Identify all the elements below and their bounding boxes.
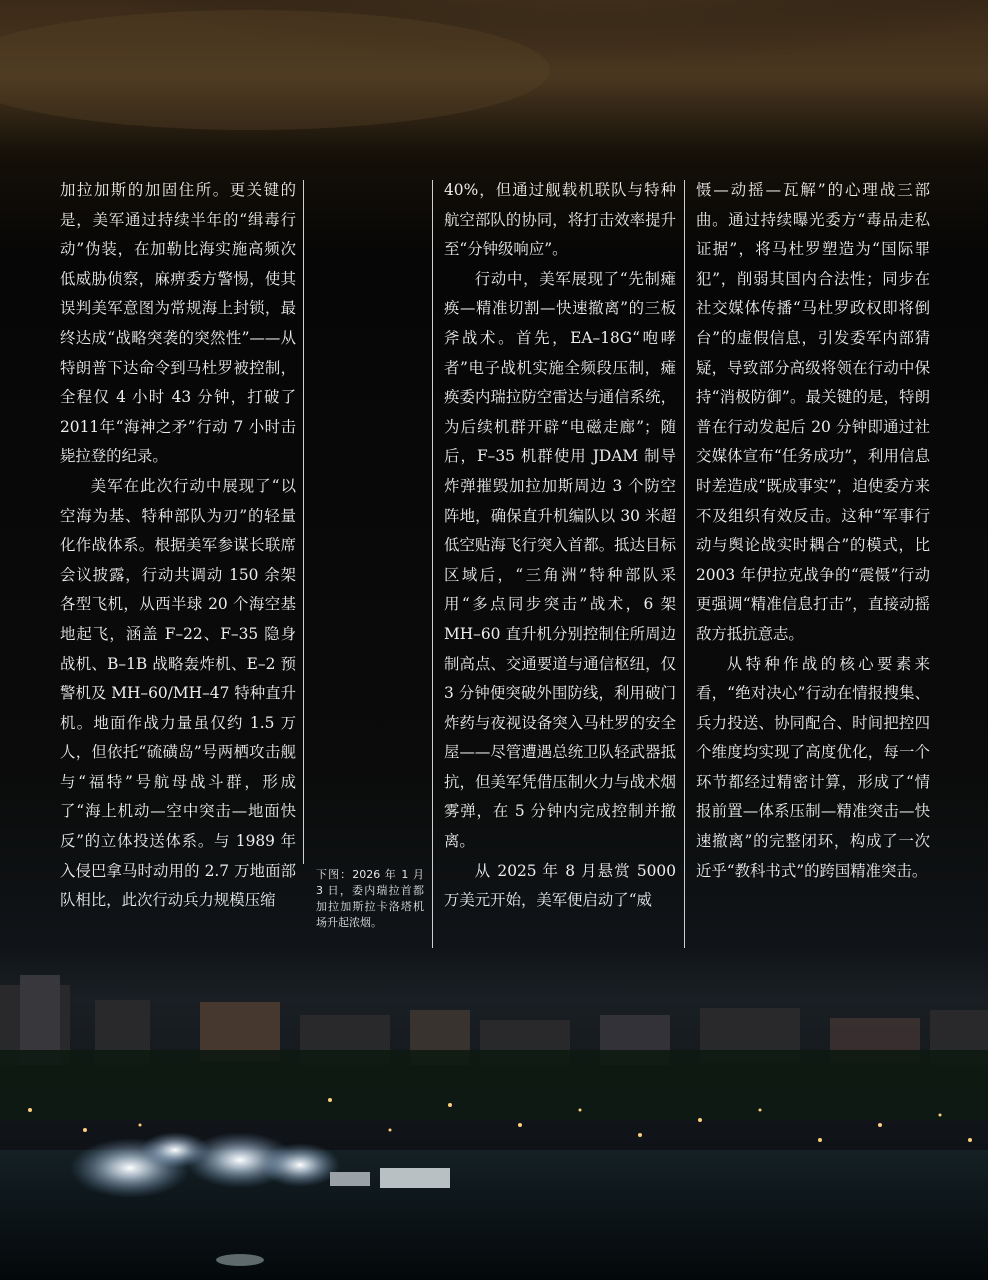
article-column-2: [444, 176, 676, 916]
paragraph: 加拉加斯的加固住所。更关键的是，美军通过持续半年的“缉毒行动”伪装，在加勒比海实施高频次低威胁侦察，麻痹委方警惕，使其误判美军意图为常规海上封锁，最终达成“战略突袭的突然性”——从特朗普下达命令到马杜罗被控制，全程仅 4 小时 43 分钟，打破了2011年“海神之矛”行动 7 小时击毙拉登的纪录。: [60, 181, 296, 466]
photo-caption: 下图：2026 年 1 月 3 日，委内瑞拉首都加拉加斯拉卡洛塔机场升起浓烟。: [316, 868, 424, 929]
article-column-3: [696, 176, 930, 886]
paragraph: 40%，但通过舰载机联队与特种航空部队的协同，将打击效率提升至“分钟级响应”。: [444, 181, 676, 259]
column-divider: [432, 180, 433, 948]
paragraph: 慑—动摇—瓦解”的心理战三部曲。通过持续曝光委方“毒品走私证据”，将马杜罗塑造为“国际罪犯”，削弱其国内合法性；同步在社交媒体传播“马杜罗政权即将倒台”的虚假信息，引发委军内部猜疑，导致部分高级将领在行动中保持“消极防御”。最关键的是，特朗普在行动发起后 20 分钟即通过社交媒体宣布“任务成功”，利用信息时差造成“既成事实”，迫使委方来不及组织有效反击。这种“军事行动与舆论战实时耦合”的模式，比 2003 年伊拉克战争的“震慑”行动更强调“精准信息打击”，直接动摇敌方抵抗意志。: [696, 181, 930, 643]
paragraph: 美军在此次行动中展现了“以空海为基、特种部队为刃”的轻量化作战体系。根据美军参谋长联席会议披露，行动共调动 150 余架各型飞机，从西半球 20 个海空基地起飞，涵盖 F–22、F–35 隐身战机、B–1B 战略轰炸机、E–2 预警机及 MH–60/MH–47 特种直升机。地面作战力量虽仅约 1.5 万人，但依托“硫磺岛”号两栖攻击舰与“福特”号航母战斗群，形成了“海上机动—空中突击—地面快反”的立体投送体系。与 1989 年入侵巴拿马时动用的 2.7 万地面部队相比，此次行动兵力规模压缩: [60, 476, 296, 910]
article-column-1: [60, 176, 296, 916]
paragraph: 行动中，美军展现了“先制瘫痪—精准切割—快速撤离”的三板斧战术。首先，EA–18G“咆哮者”电子战机实施全频段压制，瘫痪委内瑞拉防空雷达与通信系统，为后续机群开辟“电磁走廊”；随后，F–35 机群使用 JDAM 制导炸弹摧毁加拉加斯周边 3 个防空阵地，确保直升机编队以 30 米超低空贴海飞行突入首都。抵达目标区域后，“三角洲”特种部队采用“多点同步突击”战术，6 架 MH–60 直升机分别控制住所周边制高点、交通要道与通信枢纽，仅 3 分钟便突破外围防线，利用破门炸药与夜视设备突入马杜罗的安全屋——尽管遭遇总统卫队轻武器抵抗，但美军凭借压制火力与战术烟雾弹，在 5 分钟内完成控制并撤离。: [444, 269, 676, 851]
column-divider: [684, 180, 685, 948]
paragraph: 从特种作战的核心要素来看，“绝对决心”行动在情报搜集、兵力投送、协同配合、时间把控四个维度均实现了高度优化，每一个环节都经过精密计算，形成了“情报前置—体系压制—精准突击—快速撤离”的完整闭环，构成了一次近乎“教科书式”的跨国精准突击。: [696, 654, 930, 880]
column-divider: [303, 180, 304, 864]
paragraph: 从 2025 年 8 月悬赏 5000 万美元开始，美军便启动了“威: [444, 861, 676, 910]
